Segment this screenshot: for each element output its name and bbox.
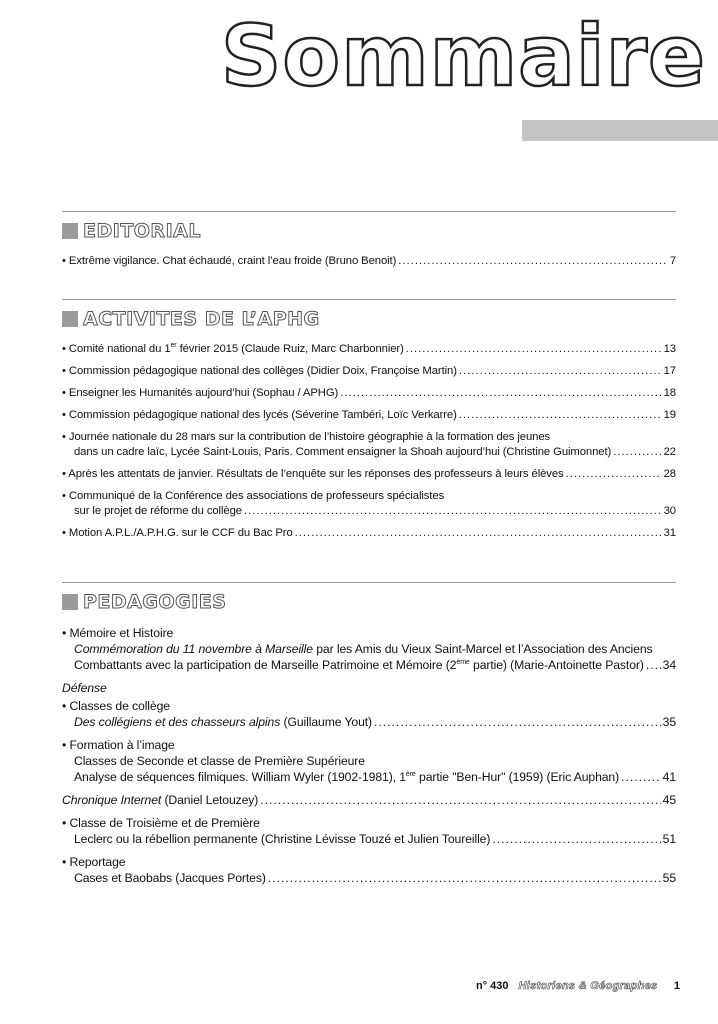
page-number: 19 <box>663 409 676 421</box>
toc-entry[interactable] <box>62 698 676 730</box>
entry-text: Cases et Baobabs (Jacques Portes) <box>74 871 266 885</box>
entry-text: • Communiqué de la Conférence des associations de professeurs spécialistes <box>62 490 445 502</box>
entry-text: Chronique Internet (Daniel Letouzey) <box>62 793 259 807</box>
entry-heading: • Classes de collège <box>62 699 170 713</box>
page-number: 28 <box>663 468 676 480</box>
section-title: PEDAGOGIES <box>83 591 227 613</box>
toc-entry[interactable] <box>62 815 676 847</box>
page-number: 45 <box>662 793 676 807</box>
page-number: 7 <box>669 255 676 267</box>
leader-dots <box>492 831 660 847</box>
page-number: 41 <box>662 770 676 784</box>
leader-dots <box>566 467 662 482</box>
entry-text: Des collégiens et des chasseurs alpins (Guillaume Yout) <box>74 715 373 729</box>
leader-dots <box>646 657 661 673</box>
magazine-name: Historiens & Géographes <box>518 980 658 992</box>
page-footer <box>476 980 680 992</box>
entry-text: • Motion A.P.L./A.P.H.G. sur le CCF du Bac Pro <box>62 527 293 539</box>
entry-heading: • Classe de Troisième et de Première <box>62 816 260 830</box>
square-bullet-icon <box>62 311 78 327</box>
title-underline-bar <box>522 120 718 141</box>
leader-dots <box>406 342 662 357</box>
entry-text: • Journée nationale du 28 mars sur la contribution de l’histoire géographie à la formation des jeunes <box>62 431 551 443</box>
entry-heading: • Reportage <box>62 855 126 869</box>
entry-heading: • Mémoire et Histoire <box>62 626 174 640</box>
toc-entry[interactable] <box>62 792 676 808</box>
toc-entry[interactable] <box>62 526 676 541</box>
leader-dots <box>398 254 668 269</box>
entry-text: • Commission pédagogique national des lycés (Séverine Tambéri, Loïc Verkarre) <box>62 409 457 421</box>
leader-dots <box>260 792 660 808</box>
section-title: ACTIVITES DE L’APHG <box>83 308 320 330</box>
leader-dots <box>621 769 661 785</box>
toc-entry[interactable] <box>62 386 676 401</box>
entry-text: • Extrême vigilance. Chat échaudé, craint l’eau froide (Bruno Benoit) <box>62 255 397 267</box>
section-pedagogies <box>62 582 676 893</box>
toc-entry[interactable] <box>62 467 676 482</box>
entry-heading: • Formation à l’image <box>62 738 175 752</box>
section-header <box>62 220 676 242</box>
page-number: 17 <box>663 365 676 377</box>
toc-entry[interactable] <box>62 737 676 785</box>
entry-text: • Comité national du 1er février 2015 (Claude Ruiz, Marc Charbonnier) <box>62 342 404 355</box>
page-number: 18 <box>663 387 676 399</box>
leader-dots <box>244 504 662 519</box>
entry-text: Commémoration du 11 novembre à Marseille par les Amis du Vieux Saint-Marcel et l’Association des Anciens <box>74 642 653 656</box>
entry-text: • Après les attentats de janvier. Résultats de l’enquête sur les réponses des professeurs à leurs élèves <box>62 468 564 480</box>
section-activites <box>62 299 676 548</box>
toc-entry[interactable] <box>62 489 676 519</box>
page-number: 35 <box>662 715 676 729</box>
page-number: 1 <box>673 980 680 992</box>
square-bullet-icon <box>62 223 78 239</box>
toc-entry[interactable] <box>62 342 676 357</box>
leader-dots <box>613 445 661 460</box>
section-header <box>62 308 676 330</box>
square-bullet-icon <box>62 594 78 610</box>
toc-entry[interactable] <box>62 854 676 886</box>
toc-entry[interactable] <box>62 364 676 379</box>
entry-text: Leclerc ou la rébellion permanente (Christine Lévisse Touzé et Julien Toureille) <box>74 832 491 846</box>
entry-text: Classes de Seconde et classe de Première Supérieure <box>74 754 365 768</box>
leader-dots <box>295 526 662 541</box>
page-number: 51 <box>662 832 676 846</box>
section-header <box>62 591 676 613</box>
page-title: Sommaire <box>220 7 706 105</box>
page-number: 22 <box>663 446 676 458</box>
subsection-label: Défense <box>62 681 107 695</box>
leader-dots <box>268 870 661 886</box>
entry-text: • Commission pédagogique national des collèges (Didier Doix, Françoise Martin) <box>62 365 457 377</box>
leader-dots <box>374 714 661 730</box>
page-number: 55 <box>662 871 676 885</box>
entry-text: Analyse de séquences filmiques. William Wyler (1902-1981), 1ère partie "Ben-Hur" (1959) (Eric Auphan) <box>74 770 620 784</box>
entry-text: • Enseigner les Humanités aujourd’hui (Sophau / APHG) <box>62 387 339 399</box>
toc-entry[interactable] <box>62 408 676 423</box>
entry-text: Combattants avec la participation de Marseille Patrimoine et Mémoire (2ème partie) (Marie-Antoinette Pastor) <box>74 658 644 672</box>
page-number: 34 <box>662 658 676 672</box>
leader-dots <box>340 386 661 401</box>
entry-text: dans un cadre laïc, Lycée Saint-Louis, Paris. Comment ensaigner la Shoah aujourd’hui (Christine Guimonnet) <box>74 446 612 458</box>
toc-entry[interactable] <box>62 254 676 269</box>
leader-dots <box>459 364 662 379</box>
section-editorial <box>62 211 676 276</box>
page-number: 30 <box>663 505 676 517</box>
leader-dots <box>459 408 662 423</box>
page-number: 31 <box>663 527 676 539</box>
page-number: 13 <box>663 343 676 355</box>
toc-entry[interactable] <box>62 625 676 673</box>
issue-number: n° 430 <box>476 980 509 992</box>
section-title: EDITORIAL <box>83 220 201 242</box>
section-divider <box>62 582 676 583</box>
section-divider <box>62 211 676 212</box>
entry-text: sur le projet de réforme du collège <box>74 505 242 517</box>
section-divider <box>62 299 676 300</box>
toc-entry[interactable] <box>62 430 676 460</box>
